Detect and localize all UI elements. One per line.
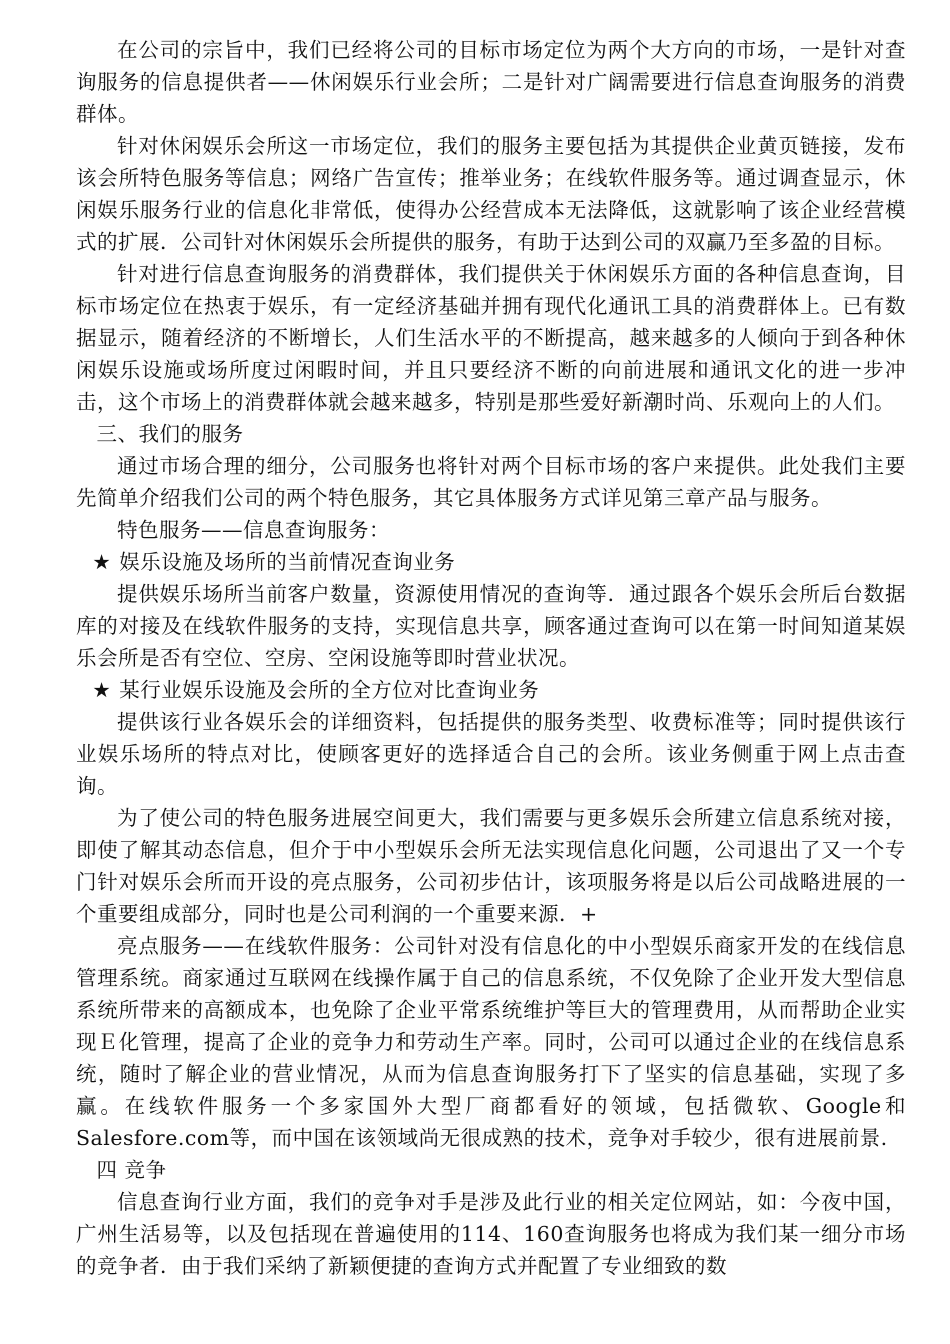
bullet-text: 某行业娱乐设施及会所的全方位对比查询业务	[119, 678, 540, 702]
paragraph: 在公司的宗旨中，我们已经将公司的目标市场定位为两个大方向的市场，一是针对查询服务的信息提供者——休闲娱乐行业会所；二是针对广阔需要进行信息查询服务的消费群体。	[76, 38, 906, 126]
paragraph: 针对休闲娱乐会所这一市场定位，我们的服务主要包括为其提供企业黄页链接，发布该会所特色服务等信息；网络广告宣传；推举业务；在线软件服务等。通过调查显示，休闲娱乐服务行业的信息化非常低，使得办公经营成本无法降低，这就影响了该企业经营模式的扩展．公司针对休闲娱乐会所提供的服务，有助于达到公司的双赢乃至多盈的目标。	[76, 134, 906, 254]
star-icon: ★	[92, 678, 112, 702]
paragraph: 针对进行信息查询服务的消费群体，我们提供关于休闲娱乐方面的各种信息查询，目标市场定位在热衷于娱乐，有一定经济基础并拥有现代化通讯工具的消费群体上。已有数据显示，随着经济的不断增长，人们生活水平的不断提高，越来越多的人倾向于到各种休闲娱乐设施或场所度过闲暇时间，并且只要经济不断的向前进展和通讯文化的进一步冲击，这个市场上的消费群体就会越来越多，特别是那些爱好新潮时尚、乐观向上的人们。	[76, 262, 906, 414]
section-heading: 三、我们的服务	[96, 422, 244, 446]
section-heading: 四 竞争	[96, 1158, 167, 1182]
document-page	[76, 34, 906, 1282]
paragraph: 亮点服务——在线软件服务：公司针对没有信息化的中小型娱乐商家开发的在线信息管理系统。商家通过互联网在线操作属于自己的信息系统，不仅免除了企业开发大型信息系统所带来的高额成本，也免除了企业平常系统维护等巨大的管理费用，从而帮助企业实现Ｅ化管理，提高了企业的竞争力和劳动生产率。同时，公司可以通过企业的在线信息系统，随时了解企业的营业情况，从而为信息查询服务打下了坚实的信息基础，实现了多赢。在线软件服务一个多家国外大型厂商都看好的领域，包括微软、Google和Salesfore.com等，而中国在该领域尚无很成熟的技术，竞争对手较少，很有进展前景.	[76, 934, 906, 1150]
paragraph: 通过市场合理的细分，公司服务也将针对两个目标市场的客户来提供。此处我们主要先简单介绍我们公司的两个特色服务，其它具体服务方式详见第三章产品与服务。	[76, 454, 906, 510]
paragraph: 提供该行业各娱乐会的详细资料，包括提供的服务类型、收费标准等；同时提供该行业娱乐场所的特点对比，使顾客更好的选择适合自己的会所。该业务侧重于网上点击查询。	[76, 710, 906, 798]
bullet-text: 娱乐设施及场所的当前情况查询业务	[119, 550, 456, 574]
paragraph: 提供娱乐场所当前客户数量，资源使用情况的查询等．通过跟各个娱乐会所后台数据库的对接及在线软件服务的支持，实现信息共享，顾客通过查询可以在第一时间知道某娱乐会所是否有空位、空房、空闲设施等即时营业状况。	[76, 582, 906, 670]
paragraph: 为了使公司的特色服务进展空间更大，我们需要与更多娱乐会所建立信息系统对接，即使了解其动态信息，但介于中小型娱乐会所无法实现信息化问题，公司退出了又一个专门针对娱乐会所而开设的亮点服务，公司初步估计，该项服务将是以后公司战略进展的一个重要组成部分，同时也是公司利润的一个重要来源．+	[76, 806, 906, 926]
paragraph: 信息查询行业方面，我们的竞争对手是涉及此行业的相关定位网站，如：今夜中国，广州生活易等，以及包括现在普遍使用的114、160查询服务也将成为我们某一细分市场的竞争者．由于我们采纳了新颖便捷的查询方式并配置了专业细致的数	[76, 1190, 906, 1278]
bullet-item	[76, 546, 906, 578]
star-icon: ★	[92, 550, 112, 574]
bullet-item	[76, 674, 906, 706]
subsection-heading: 特色服务——信息查询服务：	[117, 518, 390, 542]
